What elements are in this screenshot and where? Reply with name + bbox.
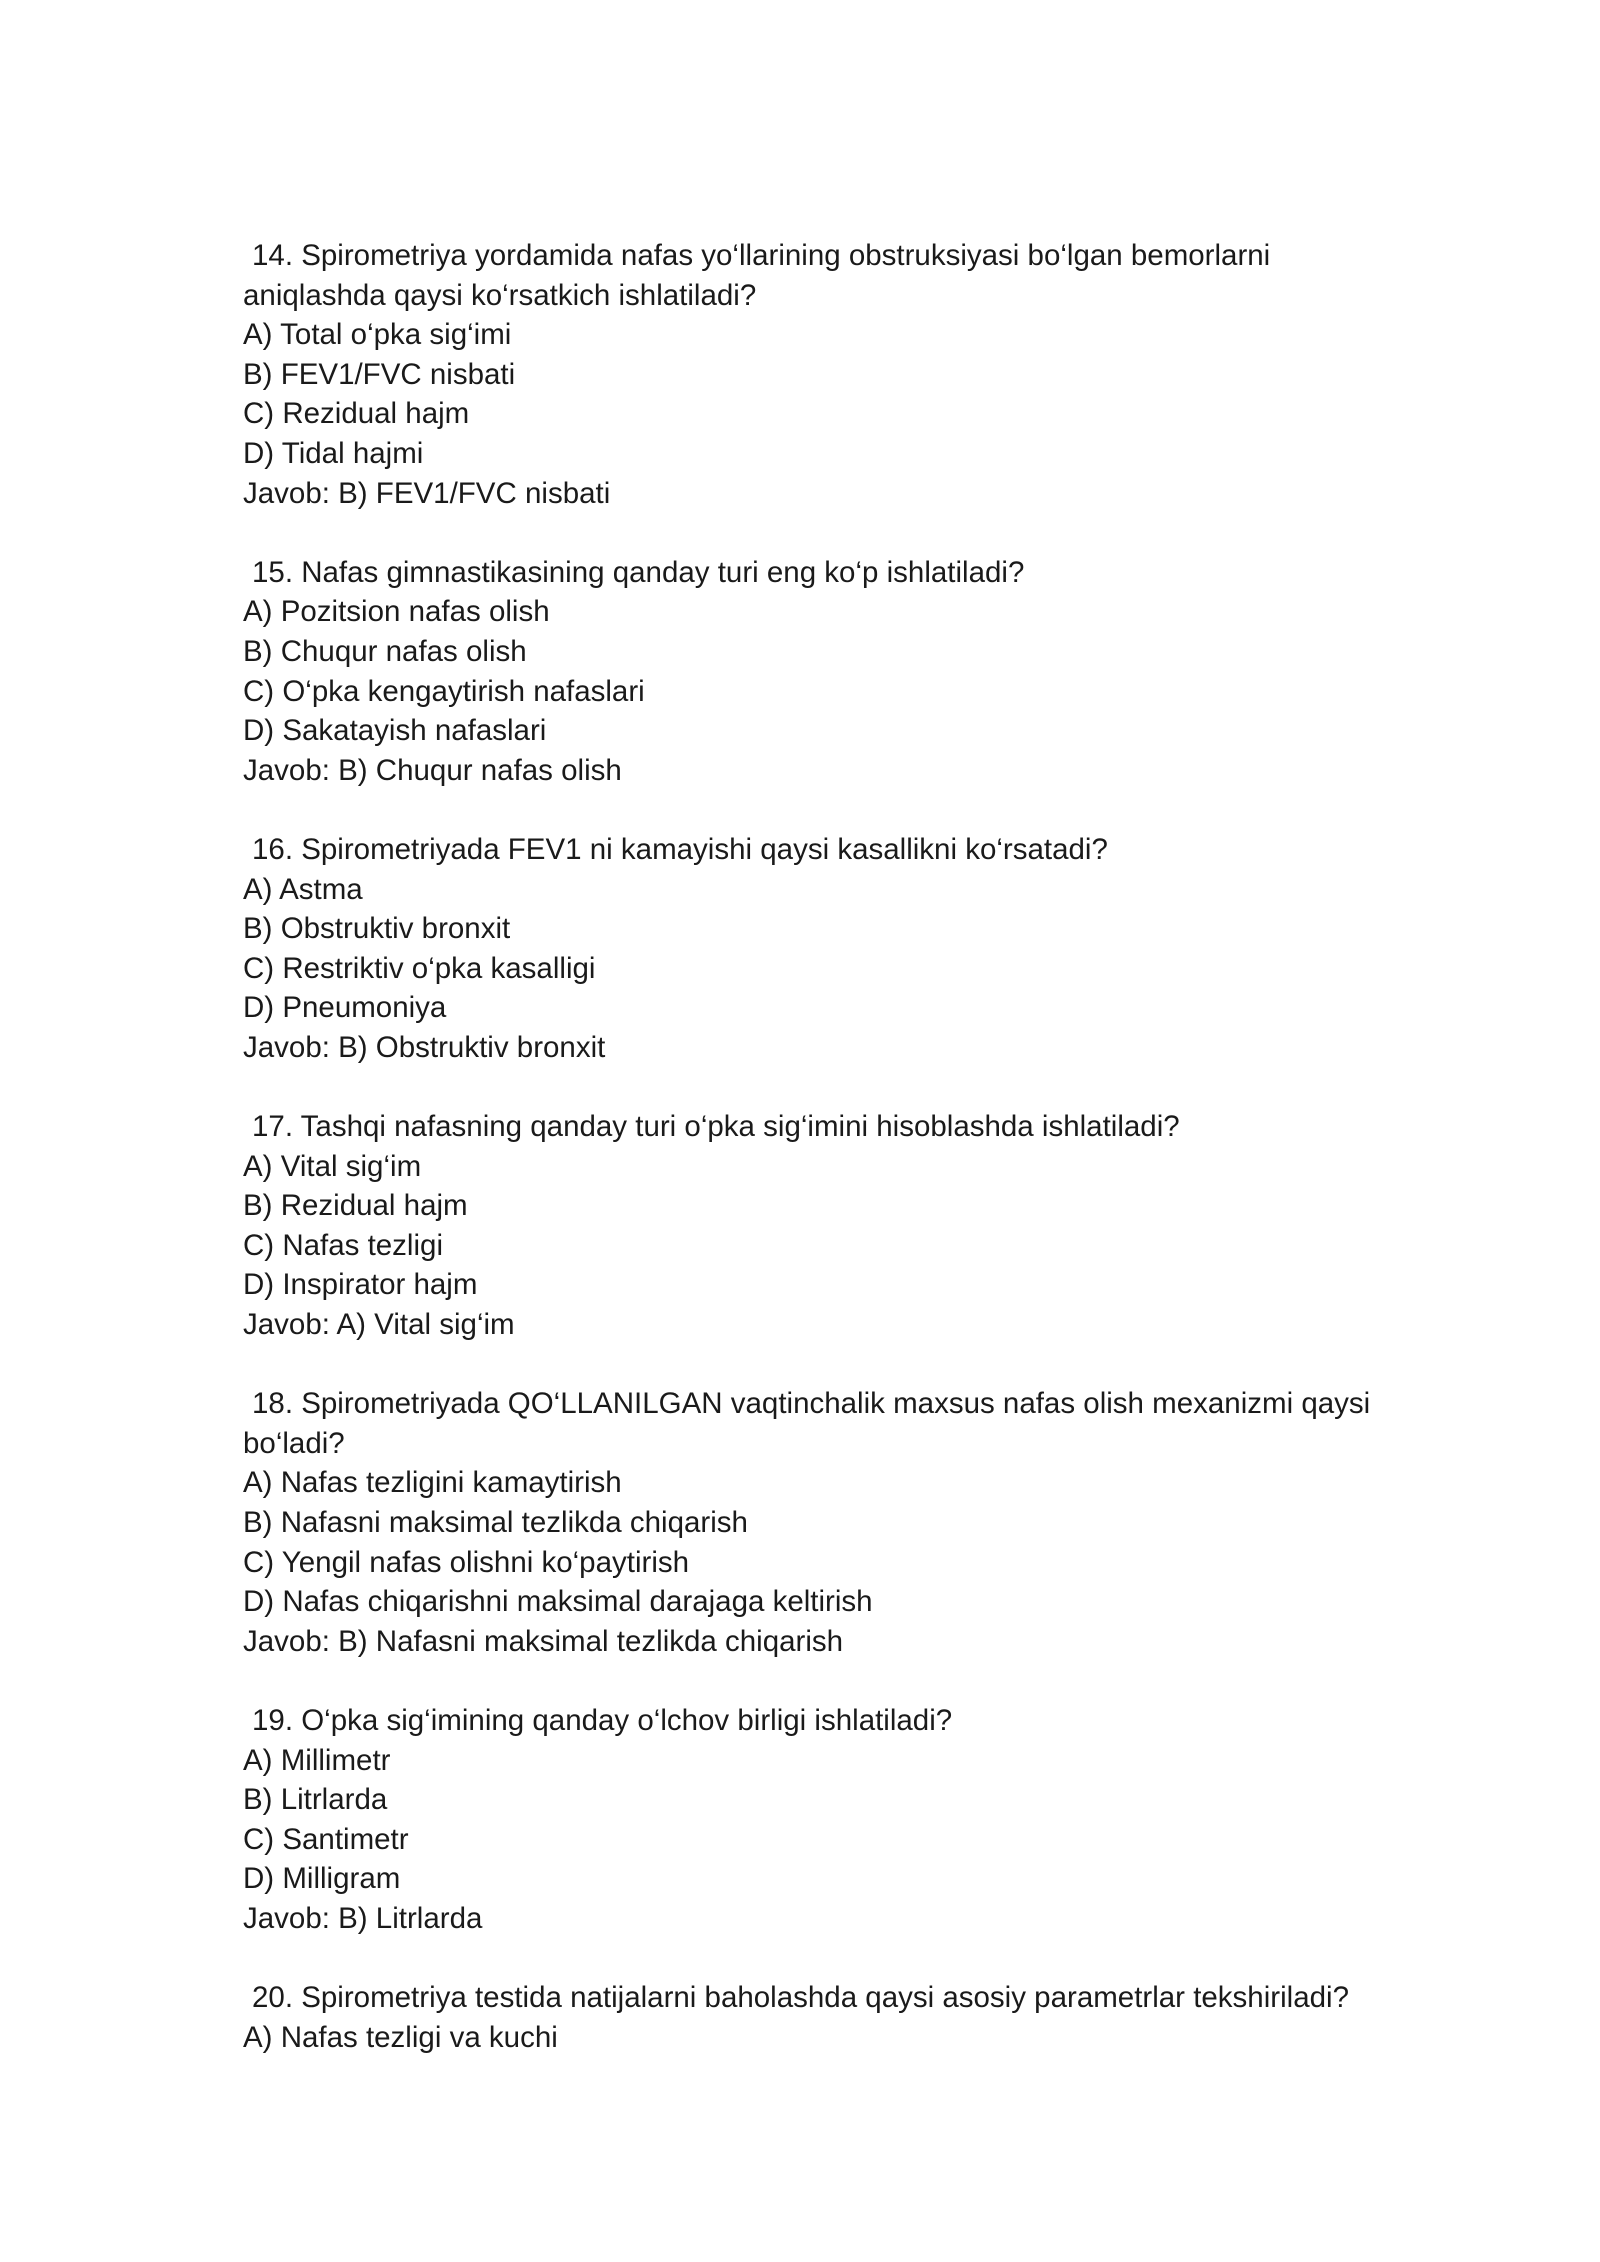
question-text: 17. Tashqi nafasning qanday turi o‘pka sig‘imini hisoblashda ishlatiladi? [252, 1110, 1180, 1144]
option-c: C) Restriktiv o‘pka kasalligi [243, 951, 596, 985]
option-a: A) Pozitsion nafas olish [243, 595, 550, 629]
question-19 [243, 1701, 1373, 1939]
option-c: C) Yengil nafas olishni ko‘paytirish [243, 1545, 690, 1579]
question-16 [243, 830, 1373, 1068]
option-d: D) Sakatayish nafaslari [243, 714, 547, 748]
answer-line: Javob: A) Vital sig‘im [243, 1308, 515, 1342]
option-d: D) Inspirator hajm [243, 1268, 478, 1302]
option-a: A) Vital sig‘im [243, 1149, 422, 1183]
question-18 [243, 1384, 1373, 1661]
option-a: A) Nafas tezligini kamaytirish [243, 1466, 622, 1500]
option-b: B) Nafasni maksimal tezlikda chiqarish [243, 1506, 748, 1539]
option-b: B) Litrlarda [243, 1783, 388, 1817]
option-b: B) FEV1/FVC nisbati [243, 357, 516, 391]
question-17 [243, 1107, 1373, 1345]
question-text-continued: aniqlashda qaysi ko‘rsatkich ishlatiladi? [243, 278, 757, 312]
option-d: D) Pneumoniya [243, 991, 447, 1025]
option-a: A) Nafas tezligi va kuchi [243, 2020, 558, 2054]
option-d: D) Tidal hajmi [243, 436, 424, 470]
answer-line: Javob: B) FEV1/FVC nisbati [243, 476, 611, 510]
option-a: A) Total o‘pka sig‘imi [243, 318, 512, 352]
question-text: 20. Spirometriya testida natijalarni baholashda qaysi asosiy parametrlar tekshiriladi? [252, 1981, 1349, 2015]
option-a: A) Millimetr [243, 1743, 391, 1777]
question-text: 19. O‘pka sig‘imining qanday o‘lchov birligi ishlatiladi? [252, 1703, 953, 1737]
question-text: 18. Spirometriyada QO‘LLANILGAN vaqtinchalik maxsus nafas olish mexanizmi qaysi [252, 1387, 1371, 1421]
option-c: C) Nafas tezligi [243, 1228, 444, 1262]
option-b: B) Chuqur nafas olish [243, 634, 527, 668]
option-c: C) Rezidual hajm [243, 397, 470, 431]
option-b: B) Obstruktiv bronxit [243, 912, 511, 946]
answer-line: Javob: B) Chuqur nafas olish [243, 753, 622, 787]
quiz-content [243, 236, 1373, 2097]
option-d: D) Milligram [243, 1862, 401, 1896]
question-text: 15. Nafas gimnastikasining qanday turi eng ko‘p ishlatiladi? [252, 555, 1025, 589]
question-text-continued: bo‘ladi? [243, 1426, 345, 1460]
question-15 [243, 553, 1373, 791]
question-14 [243, 236, 1373, 513]
option-a: A) Astma [243, 872, 363, 906]
answer-line: Javob: B) Obstruktiv bronxit [243, 1030, 606, 1064]
question-text: 16. Spirometriyada FEV1 ni kamayishi qaysi kasallikni ko‘rsatadi? [252, 832, 1108, 866]
option-d: D) Nafas chiqarishni maksimal darajaga keltirish [243, 1585, 873, 1619]
question-20 [243, 1978, 1373, 2057]
question-text: 14. Spirometriya yordamida nafas yo‘llarining obstruksiyasi bo‘lgan bemorlarni [252, 239, 1271, 272]
option-b: B) Rezidual hajm [243, 1189, 468, 1223]
answer-line: Javob: B) Litrlarda [243, 1901, 483, 1935]
option-c: C) O‘pka kengaytirish nafaslari [243, 674, 645, 708]
answer-line: Javob: B) Nafasni maksimal tezlikda chiqarish [243, 1624, 844, 1658]
option-c: C) Santimetr [243, 1822, 409, 1856]
